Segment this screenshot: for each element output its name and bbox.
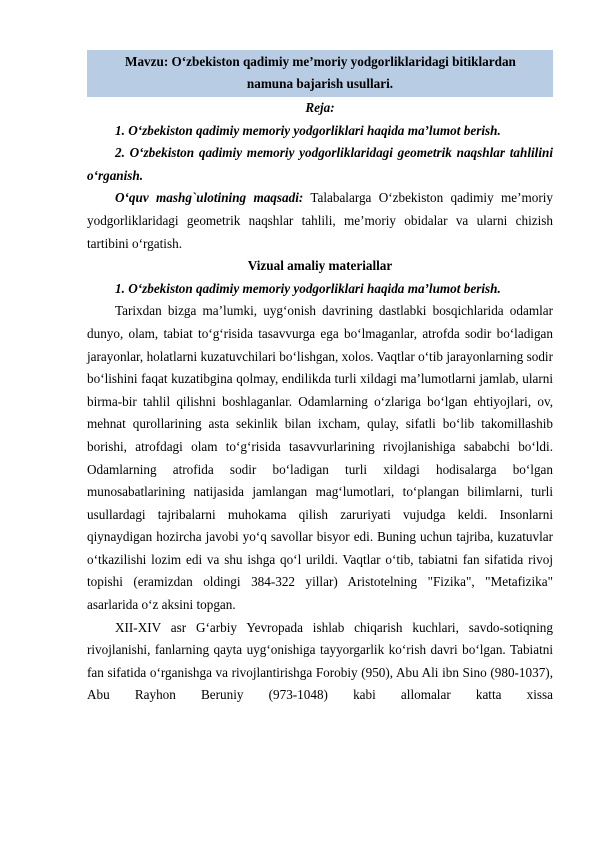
section-1-title: 1. O‘zbekiston qadimiy memoriy yodgorliklari haqida ma’lumot berish. (115, 280, 501, 296)
materials-heading: Vizual amaliy materiallar (247, 258, 393, 274)
lesson-goal-text: Talabalarga O‘zbekiston qadimiy me’moriy yodgorliklaridagi geometrik naqshlar tahlili, me’moriy obidalar va ularni chizish tartibini o‘rgatish. (87, 190, 553, 251)
lesson-goal-label: O‘quv mashg`ulotining maqsadi: (115, 190, 304, 206)
topic-header (87, 50, 553, 97)
document-page (87, 50, 553, 707)
body-paragraph-1: Tarixdan bizga ma’lumki, uyg‘onish davrining dastlabki bosqichlarida odamlar dunyo, olam, tabiat to‘g‘risida tasavvurga ega bo‘lmaganlar, atrofda sodir bo‘ladigan jarayonlar, holatlarni kuzatuvchilari bo‘lishgan, xolos. Vaqtlar o‘tib jarayonlarning sodir bo‘lishini faqat kuzatibgina qolmay, endilikda turli xildagi ma’lumotlarni jamlab, ularni birma-bir tahlil qilishni boshlaganlar. Odamlarning o‘zlariga bo‘lgan ehtiyojlari, ov, mehnat qurollarining asta sekinlik bilan ixcham, qulay, sifatli bo‘lib takomillashib borishi, atrofdagi olam to‘g‘risida tasavvurlarining rivojlanishiga sababchi bo‘ldi. Odamlarning atrofida sodir bo‘ladigan turli xildagi hodisalarga bo‘lgan munosabatlarining natijasida jamlangan mag‘lumotlari, to‘plangan bilimlarni, turli usullardagi tajribalarni muhokama qilish zaruriyati vujudga keldi. Insonlarni qiynaydigan hozircha javobi yo‘q savollar bisyor edi. Buning uchun tajriba, kuzatuvlar o‘tkazilishi lozim edi va shu ishga qo‘l urildi. Vaqtlar o‘tib, tabiatni fan sifatida rivoj topishi (eramizdan oldingi 384-322 yillar) Aristotelning "Fizika", "Metafizika" asarlarida o‘z aksini topgan. (87, 303, 553, 613)
plan-item-1: 1. O‘zbekiston qadimiy memoriy yodgorliklari haqida ma’lumot berish. (115, 122, 501, 138)
topic-title-line1: Mavzu: O‘zbekiston qadimiy me’moriy yodgorliklaridagi bitiklardan (125, 54, 516, 69)
topic-title-line2: namuna bajarish usullari. (246, 76, 394, 91)
body-paragraph-2: XII-XIV asr G‘arbiy Yevropada ishlab chiqarish kuchlari, savdo-sotiqning rivojlanishi, fanlarning qayta uyg‘onishiga tayyorgarlik ko‘rish davri bo‘lgan. Tabiatni fan sifatida o‘rganishga va rivojlantirishga Forobiy (950), Abu Ali ibn Sino (980-1037), Abu Rayhon Beruniy (973-1048) kabi allomalar katta xissa (87, 619, 553, 703)
plan-item-2: 2. O‘zbekiston qadimiy memoriy yodgorliklaridagi geometrik naqshlar tahlilini o‘rganish. (87, 145, 553, 183)
plan-heading: Reja: (305, 100, 335, 115)
lesson-goal (87, 187, 553, 255)
